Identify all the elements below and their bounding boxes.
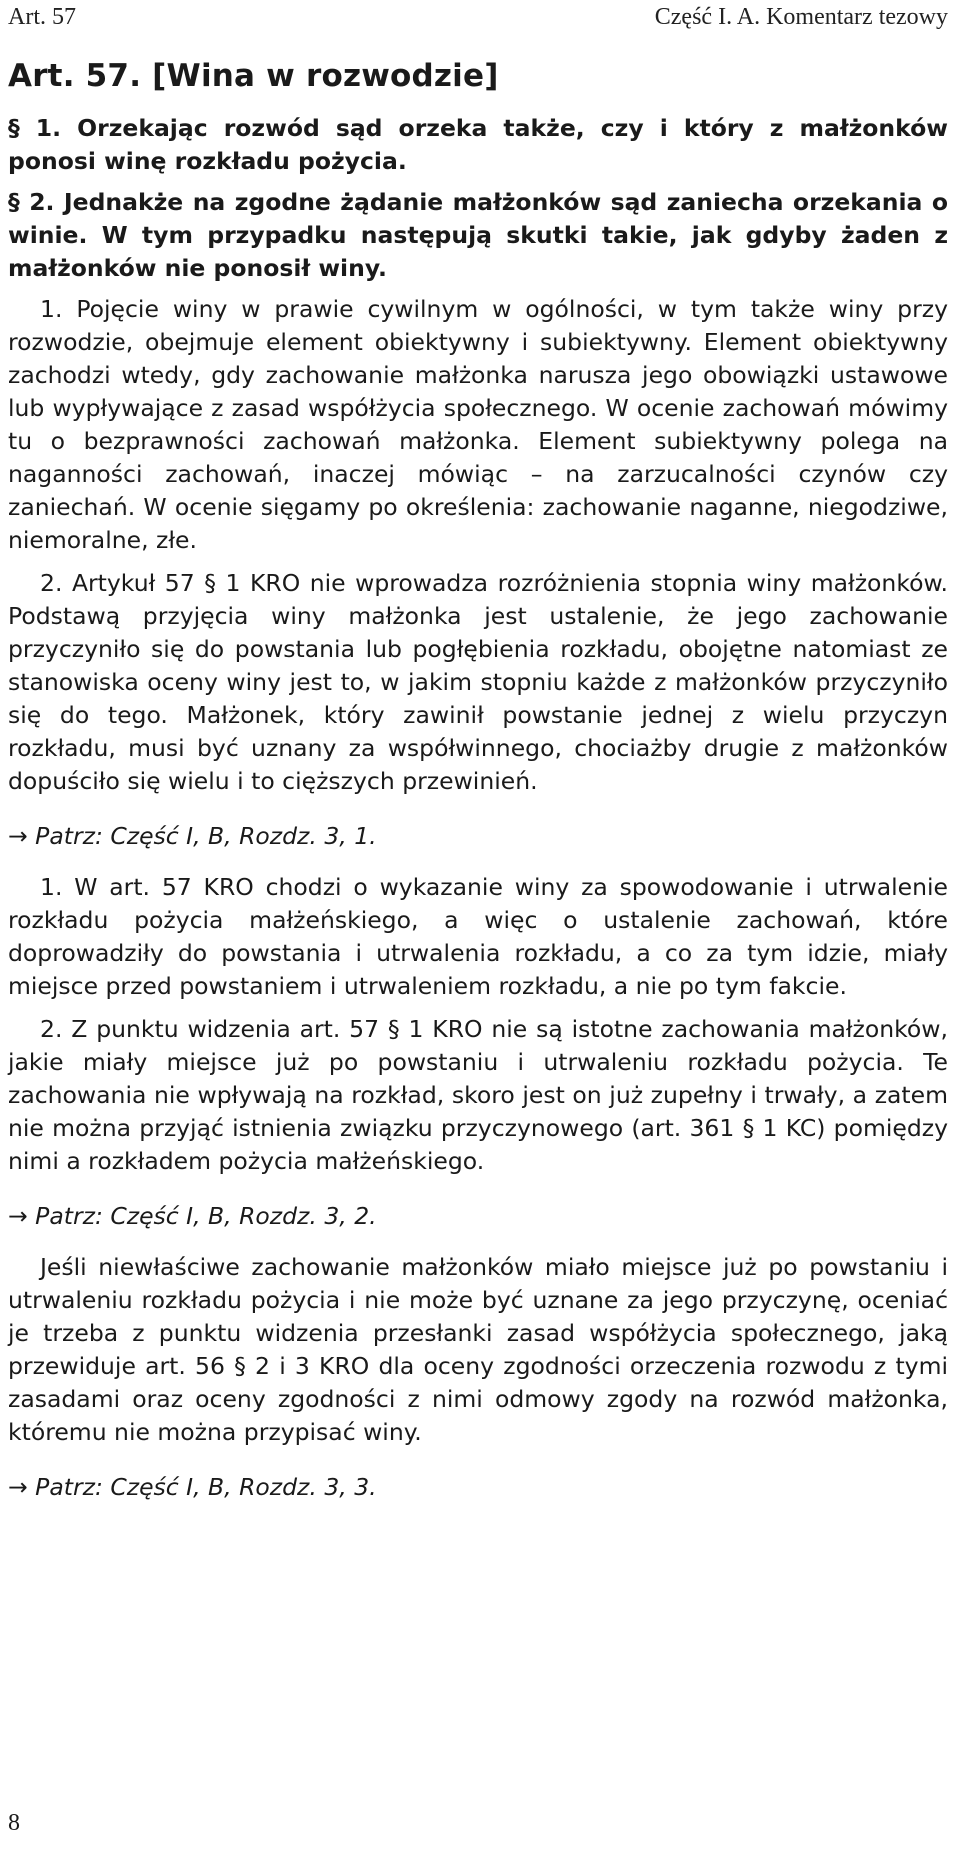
statute-paragraph-2: § 2. Jednakże na zgodne żądanie małżonków sąd zaniecha orzekania o winie. W tym przypadku następują skutki takie, jak gdyby żaden z małżonków nie ponosił winy. bbox=[8, 188, 948, 282]
commentary-thesis-2-2: 2. Z punktu widzenia art. 57 § 1 KRO nie są istotne zachowania małżonków, jakie miały miejsce już po powstaniu i utrwaleniu rozkładu pożycia. Te zachowania nie wpływają na rozkład, skoro jest on już zupełny i trwały, a zatem nie można przyjąć istnienia związku przyczynowego (art. 361 § 1 KC) pomiędzy nimi a rozkładem pożycia małżeńskiego. bbox=[8, 1015, 948, 1175]
article-body bbox=[8, 112, 948, 1522]
article-title: Art. 57. [Wina w rozwodzie] bbox=[8, 58, 499, 94]
commentary-thesis-2-1: 1. W art. 57 KRO chodzi o wykazanie winy za spowodowanie i utrwalenie rozkładu pożycia małżeńskiego, a więc o ustalenie zachowań, które doprowadziły do powstania i utrwalenia rozkładu, a co za tym idzie, miały miejsce przed powstaniem i utrwaleniem rozkładu, a nie po tym fakcie. bbox=[8, 873, 948, 1000]
document-page bbox=[8, 0, 948, 1849]
commentary-thesis-1-1: 1. Pojęcie winy w prawie cywilnym w ogólności, w tym także winy przy rozwodzie, obejmuje element obiektywny i subiektywny. Element obiektywny zachodzi wtedy, gdy zachowanie małżonka narusza jego obowiązki ustawowe lub wypływające z zasad współżycia społecznego. W ocenie zachowań mówimy tu o bezprawności zachowań małżonka. Element subiektywny polega na naganności zachowań, inaczej mówiąc – na zarzucalności czynów czy zaniechań. W ocenie sięgamy po określenia: zachowanie naganne, niegodziwe, niemoralne, złe. bbox=[8, 295, 948, 554]
page-number: 8 bbox=[8, 1810, 20, 1836]
commentary-thesis-3-1: Jeśli niewłaściwe zachowanie małżonków miało miejsce już po powstaniu i utrwaleniu rozkładu pożycia i nie może być uznane za jego przyczynę, oceniać je trzeba z punktu widzenia przesłanki zasad współżycia społecznego, jaką przewiduje art. 56 § 2 i 3 KRO dla oceny zgodności orzeczenia rozwodu z tymi zasadami oraz oceny zgodności z nimi odmowy zgody na rozwód małżonka, któremu nie można przypisać winy. bbox=[8, 1253, 948, 1446]
commentary-thesis-1-2: 2. Artykuł 57 § 1 KRO nie wprowadza rozróżnienia stopnia winy małżonków. Podstawą przyjęcia winy małżonka jest ustalenie, że jego zachowanie przyczyniło się do powstania lub pogłębienia rozkładu, obojętne natomiast ze stanowiska oceny winy jest to, w jakim stopniu każde z małżonków przyczyniło się do tego. Małżonek, który zawinił powstanie jednej z wielu przyczyn rozkładu, musi być uznany za współwinnego, chociażby drugie z małżonków dopuściło się wielu i to cięższych przewinień. bbox=[8, 569, 948, 795]
cross-reference-1[interactable]: → Patrz: Część I, B, Rozdz. 3, 1. bbox=[8, 822, 377, 850]
statute-paragraph-1: § 1. Orzekając rozwód sąd orzeka także, czy i który z małżonków ponosi winę rozkładu pożycia. bbox=[8, 114, 948, 175]
cross-reference-3[interactable]: → Patrz: Część I, B, Rozdz. 3, 3. bbox=[8, 1473, 377, 1501]
running-head-left: Art. 57 bbox=[8, 4, 76, 30]
cross-reference-2[interactable]: → Patrz: Część I, B, Rozdz. 3, 2. bbox=[8, 1202, 377, 1230]
running-head-right: Część I. A. Komentarz tezowy bbox=[654, 4, 948, 30]
running-head bbox=[8, 4, 948, 40]
